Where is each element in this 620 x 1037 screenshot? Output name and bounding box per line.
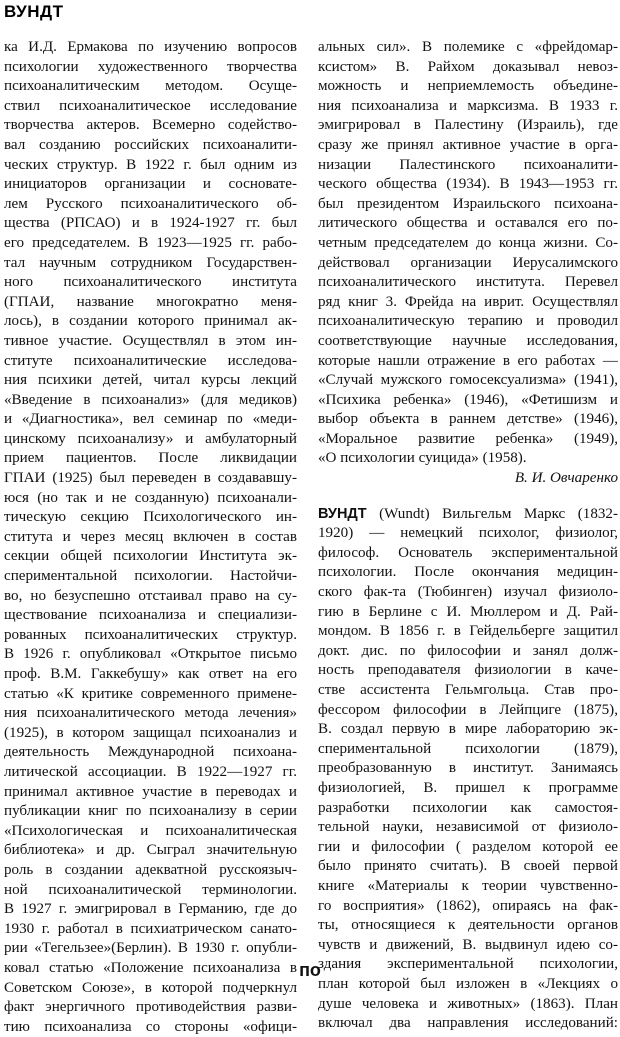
text-line: литической ассоциации. В 1922—1927 гг.: [4, 763, 297, 780]
text-line: докт. дис. по философии и занял долж-: [318, 642, 618, 659]
text-line: действовал организации Иерусалимского: [318, 254, 618, 271]
text-line: го восприятия» (1862), опираясь на фак-: [318, 897, 618, 914]
text-line: факт энергичного противодействия разви-: [4, 999, 297, 1016]
text-line: статью «К критике современного примене-: [4, 685, 297, 702]
text-line: преобразованную в институт. Занимаясь: [318, 760, 618, 777]
text-line: фессором философии в Лейпциге (1875),: [318, 701, 618, 718]
left-column: [4, 38, 297, 1037]
text-line: ского фак-та (Тюбинген) изучал физиоло-: [318, 584, 618, 601]
text-line: «Введение в психоанализ» (для медиков): [4, 391, 297, 408]
text-line: лось), в создании которого принимал ак-: [4, 313, 297, 330]
text-line: спериментальной психологии (1879),: [318, 740, 618, 757]
text-line: низации Палестинского психоаналити-: [318, 156, 618, 173]
text-line: физиологией, В. пришел к программе: [318, 779, 618, 796]
text-line: чувств и движений, В. выдвинул идею со-: [318, 936, 618, 953]
text-line: инициаторов организации и сосновате-: [4, 176, 297, 193]
text-line: секции общей психологии Института эк-: [4, 548, 297, 565]
text-line: ковал статью «Положение психоанализа в: [4, 959, 297, 976]
text-line: стве ассистента Гельмгольца. Став про-: [318, 682, 618, 698]
text-line: щества (РПСАО) и в 1924-1927 гг. был: [4, 215, 297, 232]
text-line: прием пациентов. После ликвидации: [4, 450, 297, 467]
text-line: тельной науки, независимой от физиоло-: [318, 819, 618, 836]
text-line: деятельность Международной психоана-: [4, 744, 297, 761]
text-line: В 1927 г. эмигрировал в Германию, где до: [4, 901, 297, 918]
text-line: ствил психоаналитическое исследование: [4, 97, 297, 114]
running-head: ВУНДТ: [4, 2, 64, 21]
text-line: его председателем. В 1923—1925 гг. рабо-: [4, 234, 297, 251]
text-line: ния психоаналитического метода лечения»: [4, 705, 297, 722]
text-line: тию психоанализа со стороны «офици-: [4, 1018, 297, 1035]
entry-first-line-text: (Wundt) Вильгельм Маркс (1832-: [379, 505, 618, 522]
text-line: «О психологии суицида» (1958).: [318, 450, 527, 467]
text-line: психоаналитического института. Перевел: [318, 274, 618, 291]
text-line: Советском Союзе», в которой подчеркнул: [4, 979, 297, 996]
text-line: план которой был изложен в «Лекциях о: [318, 975, 618, 992]
text-line: ряд книг 3. Фрейда на иврит. Осуществлял: [318, 293, 618, 310]
text-line: ществование психоанализа и специализи-: [4, 607, 297, 624]
text-line: психоаналитическим методом. Осуще-: [4, 78, 297, 95]
text-line: ституте психоаналитические исследова-: [4, 352, 297, 369]
text-line: «Психика ребенка» (1946), «Фетишизм и: [318, 391, 618, 408]
text-line: и «Диагностика», вел семинар по «меди-: [4, 411, 297, 428]
text-line: сразу же принял активное участие в орга-: [318, 136, 618, 153]
text-line: психоаналитическую терапию и проводил: [318, 313, 618, 330]
text-line: ка И.Д. Ермакова по изучению вопросов: [4, 39, 297, 55]
text-line: вал созданию российских психоаналити-: [4, 136, 297, 153]
text-line: ГПАИ (1925) был переведен в создававшу-: [4, 470, 297, 487]
text-line: книге «Материалы к теории чувственно-: [318, 877, 618, 894]
text-line: публикации книг по психоанализу в серии: [4, 803, 297, 820]
text-line: ческих структур. В 1922 г. был одним из: [4, 156, 297, 173]
text-line: гию в Берлине с И. Мюллером и Д. Рай-: [318, 603, 618, 620]
author-signature: В. И. Овчаренко: [514, 470, 618, 487]
text-line: гии и философии ( разделом которой ее: [318, 838, 618, 855]
text-line: ной психоаналитической терминологии.: [4, 881, 297, 898]
text-line: (1925), в котором защищал психоанализ и: [4, 724, 297, 741]
text-line: ститута и через месяц включен в состав: [4, 528, 297, 545]
text-line: В 1926 г. опубликовал «Открытое письмо: [4, 646, 297, 663]
text-line: лем Русского психоаналитического об-: [4, 195, 297, 212]
text-line: цинскому психоанализу» и амбулаторный: [4, 430, 297, 447]
page-number: по: [299, 960, 321, 980]
entry-separator: [318, 489, 618, 505]
text-line: альных сил». В полемике с «фрейдомар-: [318, 39, 618, 55]
text-line: ния психики детей, читал курсы лекций: [4, 372, 297, 389]
text-line: рии «Тегельзее»(Берлин). В 1930 г. опубли-: [4, 940, 297, 957]
text-line: «Случай мужского гомосексуализма» (1941),: [318, 372, 618, 389]
text-line: во, но безуспешно отстаивал право на су-: [4, 587, 297, 604]
text-line: тическую секцию Психологического ин-: [4, 509, 297, 526]
text-line: эмигрировал в Палестину (Израиль), где: [318, 117, 618, 134]
entry-first-line: [318, 505, 618, 525]
text-line: ного психоаналитического института: [4, 274, 297, 291]
text-line: тивное участие. Осуществлял в этом ин-: [4, 332, 297, 349]
entry-continuation: [318, 38, 618, 469]
text-line: ты, относящиеся к деятельности органов: [318, 917, 618, 934]
text-line: проф. В.М. Гаккебушу» как ответ на его: [4, 666, 297, 682]
right-column: [318, 38, 618, 1034]
text-line: ность преподавателя физиологии в каче-: [318, 662, 618, 679]
text-line: здания экспериментальной психологии,: [318, 956, 618, 973]
text-line: творчества актеров. Всемерно содейство-: [4, 117, 297, 134]
text-line: был президентом Израильского психоана-: [318, 195, 618, 212]
text-line: было принято считать). В своей первой: [318, 858, 618, 875]
text-line: разработки психологии как самостоя-: [318, 799, 618, 816]
text-line: рованных психоаналитических структур.: [4, 626, 297, 643]
text-line: душе человека и животных» (1863). План: [318, 995, 618, 1012]
text-line: можность и неприемлемость объедине-: [318, 78, 618, 95]
text-line: спериментальной психологии. Настойчи-: [4, 568, 297, 585]
entry-headword: ВУНДТ: [318, 505, 367, 522]
text-line: ческого общества (1934). В 1943—1953 гг.: [318, 176, 618, 193]
text-line: «Психологическая и психоаналитическая: [4, 822, 297, 839]
text-line: выбор объекта в раннем детстве» (1946),: [318, 411, 618, 428]
text-line: В. создал первую в мире лабораторию эк-: [318, 721, 618, 738]
text-line: ния психоанализа и марксизма. В 1933 г.: [318, 97, 618, 114]
text-line: литического общества и оставался его по-: [318, 215, 618, 232]
text-line: ксистом» В. Райхом доказывал невоз-: [318, 58, 618, 75]
text-line: юся (но так и не созданную) психоанали-: [4, 489, 297, 506]
text-line: философ. Основатель экспериментальной: [318, 544, 618, 561]
text-line: четным председателем до конца жизни. Со-: [318, 234, 618, 251]
entry-body: [318, 524, 618, 1033]
text-line: мондом. В 1856 г. в Гейдельберге защитил: [318, 623, 618, 640]
text-line: тал научным сотрудником Государствен-: [4, 254, 297, 271]
text-line: психологии. После окончания медицин-: [318, 564, 618, 581]
text-line: «Моральное развитие ребенка» (1949),: [318, 430, 618, 447]
text-line: психологии художественного творчества: [4, 58, 297, 75]
text-line: 1920) — немецкий психолог, физиолог,: [318, 525, 618, 542]
text-line: роль в создании адекватной русскоязыч-: [4, 861, 297, 878]
text-line: (ГПАИ, название многократно меня-: [4, 293, 297, 310]
text-line: включал два направления исследований:: [318, 1015, 618, 1032]
text-line: библиотека» и др. Сыграл значительную: [4, 842, 297, 859]
text-line: принимал активное участие в переводах и: [4, 783, 297, 800]
text-line: которые нашли отражение в его работах —: [318, 352, 618, 369]
text-line: 1930 г. работал в психиатрическом санато-: [4, 920, 297, 937]
text-line: соответствующие научные исследования,: [318, 332, 618, 349]
